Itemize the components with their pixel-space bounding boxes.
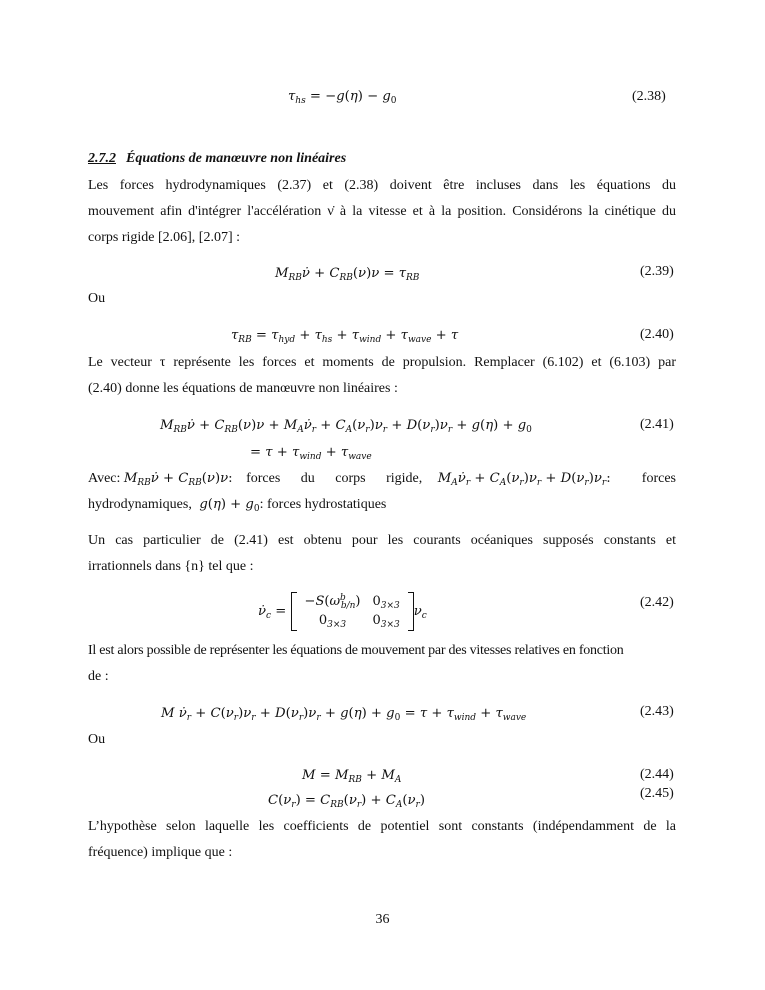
paragraph-2-line-2: (2.40) donne les équations de manœuvre non linéaires : [88, 381, 398, 396]
equation-number-2-38: (2.38) [632, 89, 666, 104]
equation-2-38: $\tau_{hs} = -g(\eta) - g_0$ [288, 89, 397, 106]
equation-number-2-41: (2.41) [640, 417, 674, 432]
equation-2-42: $\nu̇_c$ = $-S(\omega^b_{b/n})$ $0_{3\times 3}$ $0_{3\times 3}$ $0_{3\times 3}$ $\nu_c$ [258, 593, 427, 630]
section-number: 2.7.2 [88, 151, 116, 166]
equation-2-40: $\tau_{RB} = \tau_{hyd} + \tau_{hs} + \tau_{wind} + \tau_{wave} + \tau$ [231, 328, 459, 345]
matrix: $-S(\omega^b_{b/n})$ $0_{3\times 3}$ $0_{3\times 3}$ $0_{3\times 3}$ [291, 592, 414, 631]
equation-number-2-40: (2.40) [640, 327, 674, 342]
paragraph-3-line-2: irrationnels dans {n} tel que : [88, 559, 254, 574]
paragraph-1-line-2: mouvement afin d'intégrer l'accélération ν̇ à la vitesse et à la position. Considérons la cinétique du [88, 204, 676, 219]
equation-number-2-43: (2.43) [640, 704, 674, 719]
avec-line-2 [88, 492, 386, 522]
paragraph-1-line-3: corps rigide [2.06], [2.07] : [88, 230, 241, 245]
avec-rigid-term: $M_{RB}\nu̇ + C_{RB}(\nu)\nu$: [123, 471, 233, 488]
ou-label-2: Ou [88, 732, 106, 747]
avec-hydro-text: forces [641, 471, 676, 486]
paragraph-5-line-2: fréquence) implique que : [88, 845, 233, 860]
equation-2-41-line-1: $M_{RB}\nu̇ + C_{RB}(\nu)\nu$ + $M_A\nu̇_r + C_A(\nu_r)\nu_r + D(\nu_r)\nu_r + g(\eta) + g_0$ [160, 418, 532, 435]
paragraph-4-line-2: de : [88, 669, 109, 684]
equation-number-2-44: (2.44) [640, 767, 674, 782]
equation-2-43: M $\nu̇_r + C(\nu_r)\nu_r + D(\nu_r)\nu_r + g(\eta) + g_0 = \tau + \tau_{wind} + \tau_{wave}$ [161, 706, 527, 723]
avec-hydrostatic-term: $g(\eta) + g_0$ [199, 497, 260, 514]
ou-label-1: Ou [88, 291, 106, 306]
avec-hydro-term: $M_A\nu̇_r + C_A(\nu_r)\nu_r + D(\nu_r)\nu_r$: [437, 471, 611, 488]
page-number: 36 [375, 912, 390, 927]
section-title: Équations de manœuvre non linéaires [126, 151, 347, 166]
section-heading [88, 151, 346, 167]
avec-prefix: Avec: [88, 471, 121, 486]
equation-2-39: $M_{RB}\nu̇ + C_{RB}(\nu)\nu = \tau_{RB}$ [275, 266, 420, 283]
equation-2-45: $C(\nu_r) = C_{RB}(\nu_r) + C_A(\nu_r)$ [268, 793, 426, 810]
avec-rigid-text: forces du corps rigide, [246, 471, 423, 486]
equation-number-2-42: (2.42) [640, 595, 674, 610]
paragraph-5-line-1: L’hypothèse selon laquelle les coefficients de potentiel sont constants (indépendamment de la [88, 819, 676, 834]
avec-hydrostatic-text: : forces hydrostatiques [259, 497, 387, 512]
paragraph-3-line-1: Un cas particulier de (2.41) est obtenu pour les courants océaniques supposés constants et [88, 533, 676, 548]
equation-2-41-line-2: = $\tau + \tau_{wind} + \tau_{wave}$ [250, 445, 372, 462]
paragraph-4-line-1: Il est alors possible de représenter les équations de mouvement par des vitesses relatives en fonction [88, 643, 624, 658]
equation-2-44: $M = M_{RB} + M_A$ [302, 768, 402, 785]
equation-number-2-45: (2.45) [640, 786, 674, 801]
equation-number-2-39: (2.39) [640, 264, 674, 279]
avec-hydrodynamiques: hydrodynamiques, [88, 497, 192, 512]
paragraph-1-line-1: Les forces hydrodynamiques (2.37) et (2.38) doivent être incluses dans les équations du [88, 178, 676, 193]
paragraph-2-line-1: Le vecteur τ représente les forces et moments de propulsion. Remplacer (6.102) et (6.103) par [88, 355, 676, 370]
